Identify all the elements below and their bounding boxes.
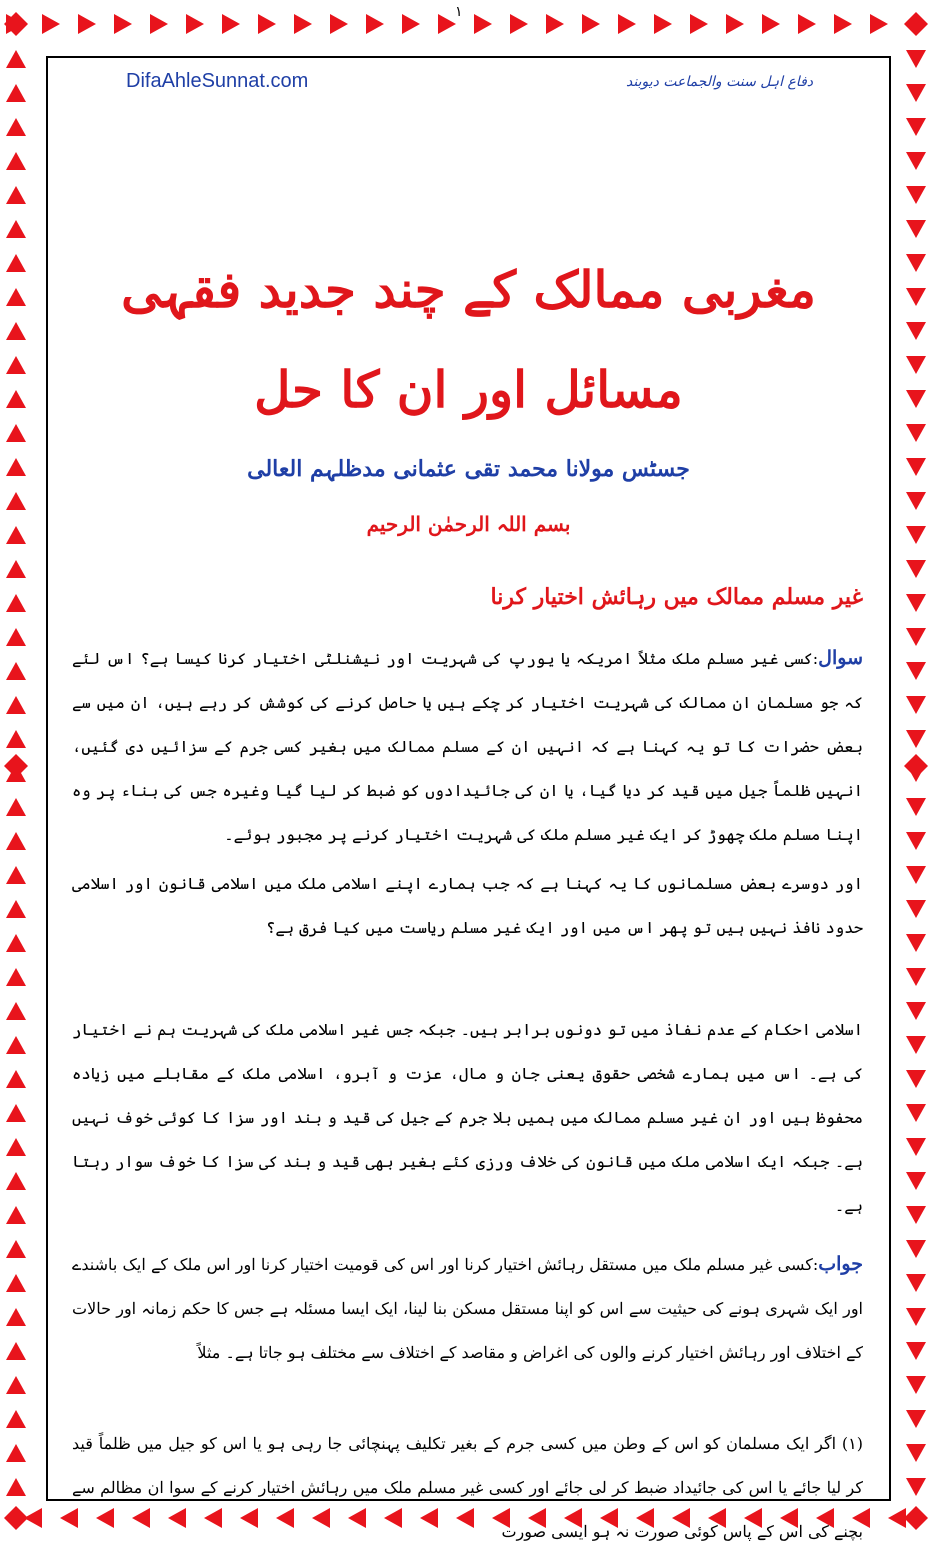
- paragraph-2: اور دوسرے بعض مسلمانوں کا یہ کہنا ہے کہ جب ہمارے اپنے اسلامی ملک میں اسلامی قانون اور اسلامی حدود نافذ نہیں ہیں تو پھر اس میں اور ایک غیر مسلم ریاست میں کیا فرق ہے؟: [72, 874, 863, 937]
- border-triangle-top: [762, 14, 780, 34]
- border-triangle-left: [6, 594, 26, 612]
- border-triangle-top: [114, 14, 132, 34]
- border-triangle-top: [618, 14, 636, 34]
- border-triangle-right: [906, 560, 926, 578]
- border-triangle-right: [906, 118, 926, 136]
- border-triangle-right: [906, 1104, 926, 1122]
- border-triangle-right: [906, 322, 926, 340]
- border-triangle-right: [906, 152, 926, 170]
- border-triangle-bottom: [888, 1508, 906, 1528]
- border-triangle-top: [726, 14, 744, 34]
- site-link[interactable]: DifaAhleSunnat.com: [126, 70, 309, 92]
- border-triangle-left: [6, 1206, 26, 1224]
- border-triangle-right: [906, 390, 926, 408]
- border-triangle-right: [906, 832, 926, 850]
- border-triangle-right: [906, 84, 926, 102]
- border-triangle-right: [906, 1410, 926, 1428]
- border-triangle-left: [6, 84, 26, 102]
- author-name: جسٹس مولانا محمد تقی عثمانی مدظلہم العالی: [247, 456, 690, 482]
- border-triangle-left: [6, 1138, 26, 1156]
- border-triangle-left: [6, 662, 26, 680]
- border-triangle-right: [906, 628, 926, 646]
- border-triangle-right: [906, 1002, 926, 1020]
- border-triangle-top: [582, 14, 600, 34]
- border-triangle-top: [474, 14, 492, 34]
- border-triangle-left: [6, 866, 26, 884]
- question-paragraph: [72, 636, 863, 857]
- question-text: :کسی غیر مسلم ملک مثلاً امریکہ یا یورپ کی شہریت اور نیشنلٹی اختیار کرنا کیسا ہے؟ اس لئے کہ جو مسلمان ان ممالک کی شہریت اختیار کر چکے ہیں یا حاصل کرنے کی کوشش کر رہے ہیں، ان میں سے بعض حضرات کا تو یہ کہنا ہے کہ انہیں ان کے مسلم ممالک میں بغیر کسی جرم کے سزائیں دی گئیں، انہیں ظلماً جیل میں قید کر دیا گیا، یا ان کی جائیدادوں کو ضبط کر لیا گیا وغیرہ جس کی بناء پر وہ اپنا مسلم ملک چھوڑ کر ایک غیر مسلم ملک کی شہریت اختیار کرنے پر مجبور ہوئے۔: [72, 649, 863, 844]
- border-triangle-top: [834, 14, 852, 34]
- paragraph-3: اسلامی احکام کے عدم نفاذ میں تو دونوں برابر ہیں۔ جبکہ جس غیر اسلامی ملک کی شہریت ہم نے اختیار کی ہے۔ اس میں ہمارے شخصی حقوق یعنی جان و مال، عزت و آبرو، اسلامی ملک کے مقابلے میں زیادہ محفوظ ہیں اور ان غیر مسلم ممالک میں ہمیں بلا جرم کے جیل کی قید و بند اور سزا کا کوئی خوف نہیں ہے۔ جبکہ ایک اسلامی ملک میں قانون کی خلاف ورزی کئے بغیر بھی قید و بند کی سزا کا خوف سوار رہتا ہے۔: [72, 1020, 863, 1215]
- border-triangle-right: [906, 1444, 926, 1462]
- answer-label: جواب: [818, 1253, 863, 1275]
- border-triangle-left: [6, 288, 26, 306]
- border-triangle-right: [906, 968, 926, 986]
- border-diamond: [904, 12, 928, 36]
- border-triangle-right: [906, 1478, 926, 1496]
- border-triangle-left: [6, 560, 26, 578]
- bismillah: بسم اللہ الرحمٰن الرحیم: [366, 512, 571, 536]
- border-triangle-right: [906, 934, 926, 952]
- border-triangle-top: [294, 14, 312, 34]
- border-triangle-right: [906, 696, 926, 714]
- page-frame: [46, 56, 891, 1541]
- border-diamond: [904, 754, 928, 778]
- border-triangle-right: [906, 1036, 926, 1054]
- border-triangle-right: [906, 1138, 926, 1156]
- border-triangle-top: [366, 14, 384, 34]
- border-triangle-top: [510, 14, 528, 34]
- border-triangle-left: [6, 50, 26, 68]
- border-triangle-right: [906, 798, 926, 816]
- border-triangle-top: [798, 14, 816, 34]
- border-triangle-left: [6, 798, 26, 816]
- border-triangle-left: [6, 968, 26, 986]
- border-diamond: [904, 1506, 928, 1530]
- border-triangle-left: [6, 628, 26, 646]
- border-triangle-left: [6, 390, 26, 408]
- border-triangle-left: [6, 696, 26, 714]
- border-triangle-right: [906, 866, 926, 884]
- border-triangle-right: [906, 1240, 926, 1258]
- border-triangle-left: [6, 356, 26, 374]
- border-triangle-left: [6, 458, 26, 476]
- border-triangle-right: [906, 1308, 926, 1326]
- border-triangle-top: [690, 14, 708, 34]
- border-triangle-right: [906, 1342, 926, 1360]
- border-triangle-left: [6, 832, 26, 850]
- border-triangle-top: [330, 14, 348, 34]
- answer-text: :کسی غیر مسلم ملک میں مستقل رہائش اختیار کرنا اور اس کی قومیت اختیار کرنا اور اس ملک کے ایک باشندے اور ایک شہری ہونے کی حیثیت سے اس کو اپنا مستقل مسکن بنا لینا، ایک ایسا مسئلہ ہے جس کا حکم زمانہ اور حالات کے اختلاف اور رہائش اختیار کرنے والوں کی اغراض و مقاصد کے اختلاف سے مختلف ہو جاتا ہے۔ مثلاً: [72, 1255, 864, 1362]
- border-triangle-top: [150, 14, 168, 34]
- page-title: مغربی ممالک کے چند جدید فقہی مسائل اور ان کا حل: [121, 260, 816, 419]
- border-triangle-right: [906, 288, 926, 306]
- border-triangle-top: [258, 14, 276, 34]
- border-triangle-right: [906, 526, 926, 544]
- border-triangle-left: [6, 152, 26, 170]
- border-triangle-left: [6, 1342, 26, 1360]
- border-triangle-right: [906, 1070, 926, 1088]
- border-triangle-top: [78, 14, 96, 34]
- border-triangle-top: [42, 14, 60, 34]
- section-heading: غیر مسلم ممالک میں رہائش اختیار کرنا: [490, 584, 863, 610]
- border-triangle-left: [6, 254, 26, 272]
- border-triangle-top: [870, 14, 888, 34]
- border-triangle-left: [6, 1104, 26, 1122]
- border-triangle-left: [6, 1308, 26, 1326]
- border-triangle-left: [6, 1172, 26, 1190]
- border-triangle-right: [906, 220, 926, 238]
- border-triangle-left: [6, 900, 26, 918]
- border-triangle-left: [6, 1240, 26, 1258]
- border-triangle-left: [6, 492, 26, 510]
- border-triangle-left: [6, 1036, 26, 1054]
- border-triangle-left: [6, 526, 26, 544]
- border-triangle-top: [546, 14, 564, 34]
- border-triangle-left: [6, 322, 26, 340]
- border-triangle-right: [906, 900, 926, 918]
- border-triangle-right: [906, 1274, 926, 1292]
- page-number: ۱: [455, 4, 463, 20]
- border-triangle-right: [906, 254, 926, 272]
- border-triangle-top: [654, 14, 672, 34]
- border-triangle-left: [6, 424, 26, 442]
- border-triangle-left: [6, 1070, 26, 1088]
- border-triangle-top: [222, 14, 240, 34]
- border-triangle-left: [6, 118, 26, 136]
- border-triangle-right: [906, 662, 926, 680]
- border-triangle-top: [186, 14, 204, 34]
- border-triangle-left: [6, 730, 26, 748]
- border-triangle-left: [6, 1478, 26, 1496]
- border-triangle-top: [402, 14, 420, 34]
- border-triangle-left: [6, 1410, 26, 1428]
- border-triangle-right: [906, 594, 926, 612]
- answer-paragraph: [72, 1242, 863, 1375]
- border-triangle-right: [906, 356, 926, 374]
- border-diamond: [4, 1506, 28, 1530]
- border-triangle-right: [906, 50, 926, 68]
- border-triangle-left: [6, 1002, 26, 1020]
- border-triangle-left: [6, 1376, 26, 1394]
- border-triangle-right: [906, 1376, 926, 1394]
- border-triangle-right: [906, 1206, 926, 1224]
- border-triangle-left: [6, 934, 26, 952]
- question-label: سوال: [818, 647, 863, 669]
- border-triangle-right: [906, 1172, 926, 1190]
- organization-name: دفاع اہل سنت والجماعت دیوبند: [626, 74, 813, 90]
- border-triangle-right: [906, 186, 926, 204]
- paragraph-5: (۱) اگر ایک مسلمان کو اس کے وطن میں کسی جرم کے بغیر تکلیف پہنچائی جا رہی ہو یا اس کو جیل میں ظلماً قید کر لیا جائے یا اس کی جائیداد ضبط کر لی جائے اور کسی غیر مسلم ملک میں رہائش اختیار کرنے کے سوا ان مظالم سے بچنے کی اس کے پاس کوئی صورت نہ ہو ایسی صورت: [72, 1434, 863, 1541]
- border-triangle-right: [906, 458, 926, 476]
- border-triangle-right: [906, 424, 926, 442]
- border-triangle-top: [438, 14, 456, 34]
- border-triangle-right: [906, 730, 926, 748]
- border-triangle-left: [6, 186, 26, 204]
- border-diamond: [4, 754, 28, 778]
- border-triangle-right: [906, 492, 926, 510]
- border-triangle-left: [6, 220, 26, 238]
- border-triangle-left: [6, 1444, 26, 1462]
- border-triangle-left: [6, 1274, 26, 1292]
